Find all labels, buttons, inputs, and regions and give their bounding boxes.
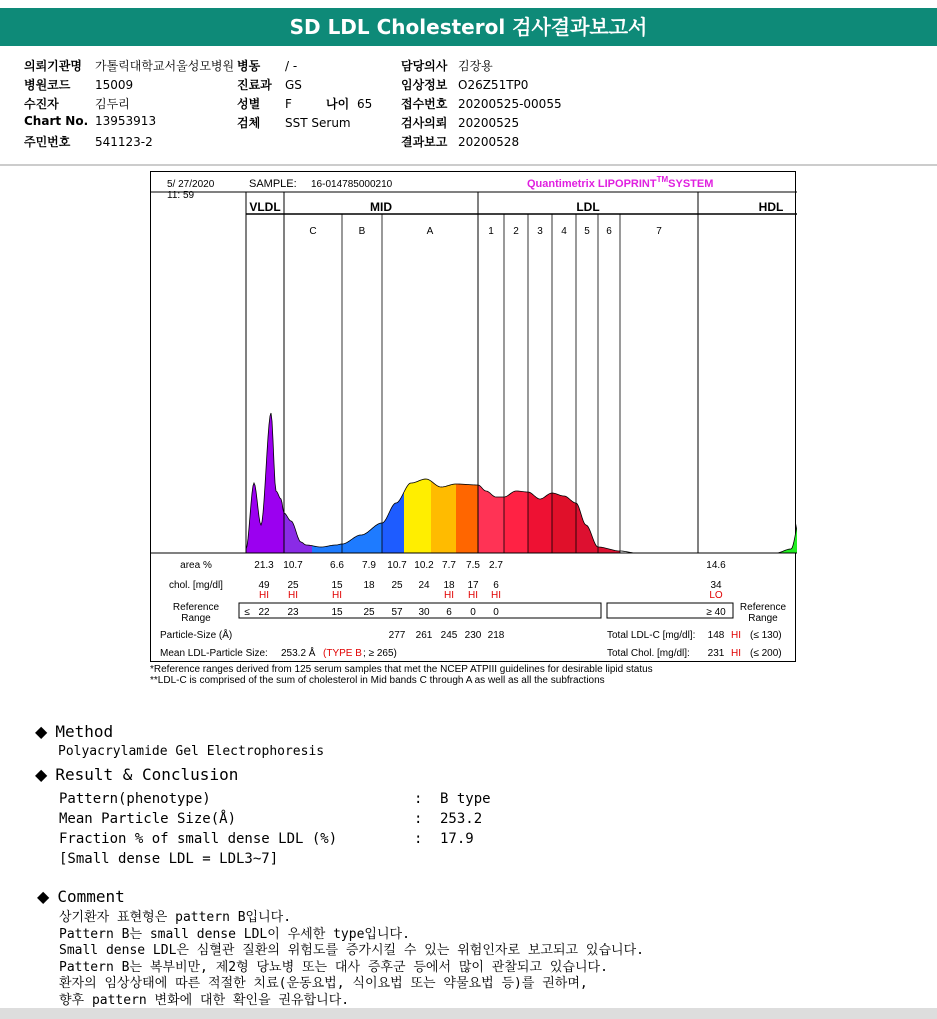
band-label: 4 bbox=[561, 226, 567, 237]
diamond-bullet-icon: ◆ bbox=[37, 887, 50, 906]
chol-value: 25 bbox=[287, 580, 299, 591]
brand-name-b: SYSTEM bbox=[668, 178, 714, 190]
particle-size-value: 245 bbox=[440, 630, 458, 641]
particle-size-label: Particle-Size (Å) bbox=[160, 630, 233, 641]
total-ldl-flag: HI bbox=[731, 630, 741, 641]
info-label: 병원코드 bbox=[24, 78, 71, 92]
info-value: F bbox=[285, 97, 292, 111]
area-value: 21.3 bbox=[254, 560, 274, 571]
area-value: 6.6 bbox=[330, 560, 344, 571]
result-value: 17.9 bbox=[440, 831, 474, 847]
info-value: O26Z51TP0 bbox=[458, 78, 529, 92]
chol-value: 18 bbox=[363, 580, 375, 591]
area-hdl-value: 14.6 bbox=[706, 560, 726, 571]
group-label: MID bbox=[370, 200, 392, 214]
chol-flag: HI bbox=[468, 590, 478, 601]
band-label: 5 bbox=[584, 226, 590, 237]
curve-fill-segment bbox=[528, 492, 552, 553]
ref-right-label-2: Range bbox=[748, 613, 778, 624]
result-label: Mean Particle Size(Å) bbox=[59, 811, 237, 827]
result-label: Fraction % of small dense LDL (%) bbox=[59, 831, 338, 847]
chart-time: 11: 59 bbox=[167, 190, 195, 201]
ref-value: 57 bbox=[391, 607, 403, 618]
ref-label-1: Reference bbox=[172, 602, 220, 613]
info-label: 담당의사 bbox=[401, 59, 448, 73]
ref-value: 30 bbox=[418, 607, 430, 618]
curve-fill-segment bbox=[456, 484, 478, 553]
info-field bbox=[24, 76, 133, 93]
report-title: SD LDL Cholesterol 검사결과보고서 bbox=[0, 8, 937, 46]
method-heading bbox=[35, 722, 113, 741]
comment-line: Pattern B는 복부비만, 제2형 당뇨병 또는 대사 증후군 등에서 많이 관찰되고 있습니다. bbox=[59, 959, 608, 975]
info-label: 진료과 bbox=[237, 78, 272, 92]
info-label: 성별 bbox=[237, 97, 261, 111]
info-field bbox=[401, 76, 528, 93]
info-label: 접수번호 bbox=[401, 97, 448, 111]
area-label: area % bbox=[180, 560, 212, 571]
method-text: Polyacrylamide Gel Electrophoresis bbox=[58, 744, 325, 759]
area-value: 7.5 bbox=[466, 560, 480, 571]
info-value: 20200525-00055 bbox=[458, 97, 562, 111]
band-label: B bbox=[358, 226, 366, 237]
band-label: 7 bbox=[656, 226, 662, 237]
chol-value: 24 bbox=[418, 580, 430, 591]
curve-fill-segment bbox=[342, 523, 382, 553]
chol-value: 18 bbox=[443, 580, 455, 591]
info-label: 검사의뢰 bbox=[401, 116, 448, 130]
info-label: 임상정보 bbox=[401, 78, 448, 92]
comment-line: 향후 pattern 변화에 대한 확인을 권유합니다. bbox=[59, 992, 350, 1008]
chol-value: 25 bbox=[391, 580, 403, 591]
comment-line: 환자의 임상상태에 따른 적절한 치료(운동요법, 식이요법 또는 약물요법 등)를 권하며, bbox=[59, 976, 588, 991]
brand-name bbox=[527, 175, 713, 190]
info-value: / - bbox=[285, 59, 298, 73]
age-field bbox=[326, 95, 372, 112]
chol-flag: HI bbox=[491, 590, 501, 601]
info-label: 결과보고 bbox=[401, 135, 448, 149]
comment-line: Pattern B는 small dense LDL이 우세한 type입니다. bbox=[59, 926, 410, 942]
total-chol-flag: HI bbox=[731, 648, 741, 659]
info-label: 의뢰기관명 bbox=[24, 59, 82, 73]
info-field bbox=[237, 76, 302, 93]
ref-value: 22 bbox=[258, 607, 270, 618]
info-value: 김두리 bbox=[95, 97, 130, 111]
info-field bbox=[24, 57, 234, 74]
curve-fill-segment bbox=[404, 479, 431, 553]
total-ldl-ref: (≤ 130) bbox=[750, 630, 782, 641]
chol-flag: HI bbox=[259, 590, 269, 601]
ref-value: 23 bbox=[287, 607, 299, 618]
lipoprint-svg bbox=[151, 172, 797, 663]
particle-size-value: 261 bbox=[415, 630, 433, 641]
diamond-bullet-icon: ◆ bbox=[35, 722, 48, 741]
result-colon: : bbox=[414, 831, 423, 847]
curve-fill-segment bbox=[284, 513, 312, 553]
curve-fill-segment bbox=[478, 485, 504, 553]
info-field bbox=[237, 57, 297, 74]
info-field bbox=[401, 114, 519, 131]
comment-heading bbox=[37, 887, 125, 906]
info-value: SST Serum bbox=[285, 116, 351, 130]
info-field bbox=[24, 95, 130, 112]
header-divider bbox=[0, 164, 937, 166]
result-value: 253.2 bbox=[440, 811, 483, 827]
particle-size-value: 277 bbox=[388, 630, 406, 641]
info-label: 수진자 bbox=[24, 97, 59, 111]
info-value: 541123-2 bbox=[95, 135, 153, 149]
curve-fill-segment bbox=[746, 325, 797, 553]
info-value: 20200528 bbox=[458, 135, 520, 149]
total-ldl-label: Total LDL-C [mg/dl]: bbox=[607, 630, 696, 641]
mean-ldl-label: Mean LDL-Particle Size: bbox=[160, 648, 268, 659]
band-label: 2 bbox=[513, 226, 519, 237]
diamond-bullet-icon: ◆ bbox=[35, 765, 48, 784]
result-heading-text: Result & Conclusion bbox=[55, 765, 239, 784]
info-value: 가톨릭대학교서울성모병원 bbox=[95, 59, 235, 73]
result-heading bbox=[35, 765, 238, 784]
lipoprint-chart bbox=[150, 171, 796, 662]
area-value: 2.7 bbox=[489, 560, 503, 571]
comment-line: 상기환자 표현형은 pattern B입니다. bbox=[59, 910, 292, 925]
group-label: LDL bbox=[576, 200, 600, 214]
curve-fill-segment bbox=[312, 544, 342, 553]
ref-le-symbol: ≤ bbox=[244, 607, 250, 618]
brand-tm: TM bbox=[656, 175, 669, 184]
total-ldl-value: 148 bbox=[707, 630, 725, 641]
info-value: GS bbox=[285, 78, 302, 92]
ref-value: 15 bbox=[331, 607, 343, 618]
footnote-2: **LDL-C is comprised of the sum of cholesterol in Mid bands C through A as well as all the subfractions bbox=[150, 675, 605, 686]
chol-hdl-flag: LO bbox=[709, 590, 723, 601]
bottom-bar bbox=[0, 1008, 937, 1019]
comment-heading-text: Comment bbox=[57, 887, 125, 906]
chol-value: 15 bbox=[331, 580, 343, 591]
info-field bbox=[401, 133, 519, 150]
chol-flag: HI bbox=[444, 590, 454, 601]
info-label: 병동 bbox=[237, 59, 261, 73]
curve-fill-segment bbox=[431, 481, 456, 553]
info-field bbox=[237, 95, 292, 112]
chol-value: 49 bbox=[258, 580, 270, 591]
curve-fill-segment bbox=[382, 492, 404, 553]
area-value: 10.2 bbox=[414, 560, 434, 571]
group-label: VLDL bbox=[249, 200, 281, 214]
result-colon: : bbox=[414, 791, 423, 807]
sample-id: 16-014785000210 bbox=[311, 179, 393, 190]
band-label: 3 bbox=[537, 226, 543, 237]
info-field bbox=[24, 133, 153, 150]
mean-ldl-ref: ; ≥ 265) bbox=[363, 648, 397, 659]
info-label: Chart No. bbox=[24, 114, 89, 128]
ref-value: 6 bbox=[446, 607, 452, 618]
band-label: 6 bbox=[606, 226, 612, 237]
area-value: 7.9 bbox=[362, 560, 376, 571]
ref-hdl-value: ≥ 40 bbox=[706, 607, 726, 618]
info-label: 주민번호 bbox=[24, 135, 71, 149]
age-label: 나이 bbox=[326, 97, 350, 111]
chol-flag: HI bbox=[288, 590, 298, 601]
chol-hdl-value: 34 bbox=[710, 580, 722, 591]
info-field bbox=[401, 95, 562, 112]
ref-value: 0 bbox=[470, 607, 476, 618]
area-value: 10.7 bbox=[283, 560, 303, 571]
sample-label: SAMPLE: bbox=[249, 178, 297, 190]
group-label: HDL bbox=[758, 200, 784, 214]
mean-ldl-type: (TYPE B bbox=[323, 648, 362, 659]
chart-date: 5/ 27/2020 bbox=[167, 179, 215, 190]
total-chol-label: Total Chol. [mg/dl]: bbox=[607, 648, 690, 659]
total-chol-value: 231 bbox=[707, 648, 725, 659]
result-colon: : bbox=[414, 811, 423, 827]
info-label: 검체 bbox=[237, 116, 261, 130]
curve-fill-segment bbox=[504, 491, 528, 553]
info-field bbox=[401, 57, 493, 74]
particle-size-value: 230 bbox=[464, 630, 482, 641]
info-value: 15009 bbox=[95, 78, 134, 92]
chol-flag: HI bbox=[332, 590, 342, 601]
chol-value: 17 bbox=[467, 580, 479, 591]
chart-footnotes bbox=[150, 664, 653, 686]
info-field bbox=[237, 114, 351, 131]
area-value: 7.7 bbox=[442, 560, 456, 571]
info-value: 20200525 bbox=[458, 116, 520, 130]
mean-ldl-value: 253.2 Å bbox=[281, 648, 316, 659]
footnote-1: *Reference ranges derived from 125 serum samples that met the NCEP ATPIII guidelines for desirable lipid status bbox=[150, 664, 653, 675]
result-value: B type bbox=[440, 791, 491, 807]
curve-fill-segment bbox=[552, 493, 576, 553]
area-value: 10.7 bbox=[387, 560, 407, 571]
chol-value: 6 bbox=[493, 580, 499, 591]
info-value: 김장용 bbox=[458, 59, 493, 73]
ref-label-2: Range bbox=[181, 613, 211, 624]
comment-line: Small dense LDL은 심혈관 질환의 위험도를 증가시킬 수 있는 위험인자로 보고되고 있습니다. bbox=[59, 943, 644, 958]
brand-name-a: Quantimetrix LIPOPRINT bbox=[527, 178, 657, 190]
ref-value: 0 bbox=[493, 607, 499, 618]
band-label: C bbox=[309, 226, 317, 237]
method-heading-text: Method bbox=[55, 722, 114, 741]
band-label: A bbox=[426, 226, 434, 237]
particle-size-value: 218 bbox=[487, 630, 505, 641]
ref-right-label-1: Reference bbox=[739, 602, 787, 613]
age-value: 65 bbox=[357, 97, 373, 111]
result-label: Pattern(phenotype) bbox=[59, 791, 211, 807]
ref-value: 25 bbox=[363, 607, 375, 618]
band-label: 1 bbox=[488, 226, 494, 237]
result-note: [Small dense LDL = LDL3~7] bbox=[59, 851, 279, 867]
total-chol-ref: (≤ 200) bbox=[750, 648, 782, 659]
info-field bbox=[24, 114, 156, 128]
info-value: 13953913 bbox=[95, 114, 157, 128]
chol-label: chol. [mg/dl] bbox=[169, 580, 223, 591]
